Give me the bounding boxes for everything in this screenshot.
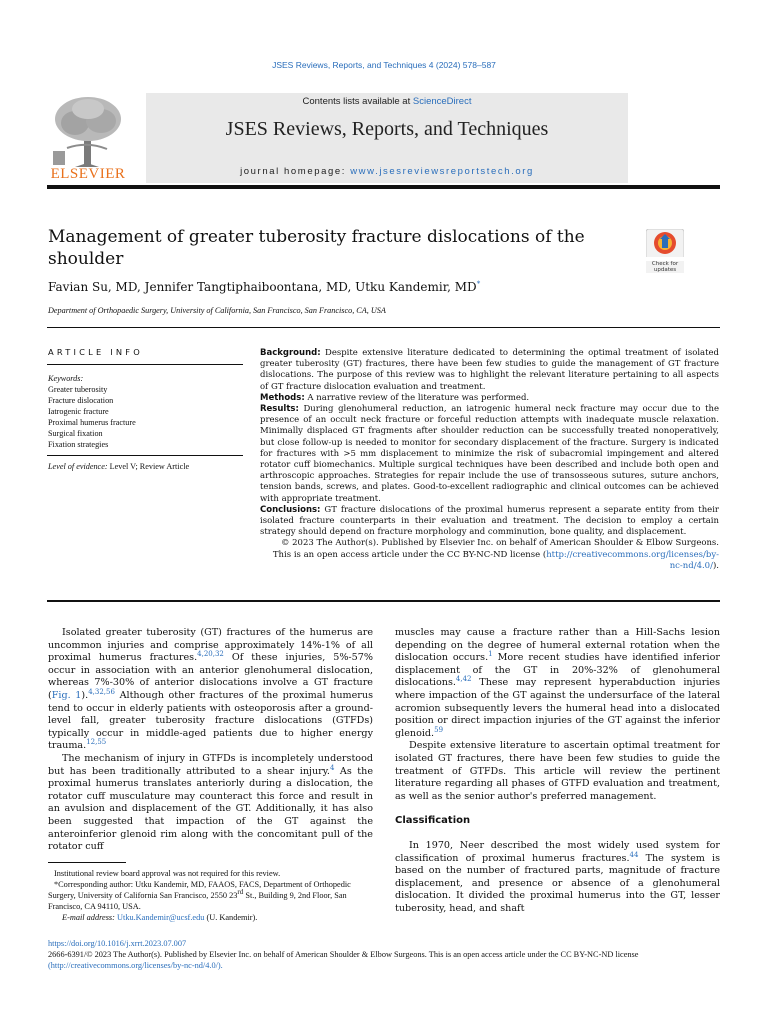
journal-title: JSES Reviews, Reports, and Techniques <box>225 118 549 140</box>
body-column-left <box>48 627 373 854</box>
body-text: Despite extensive literature to ascertain optimal treatment for isolated GT fractures, there have been few studies to guide the treatment of GTFDs. This article will review the pertinent literature regarding all phases of GTFD evaluation and treatment, as well as the senior author's preferred management. <box>395 740 720 802</box>
corresponding-author-mark[interactable]: * <box>476 280 481 288</box>
check-updates-label: Check for updates <box>646 261 684 273</box>
email-suffix: (U. Kandemir). <box>204 913 258 922</box>
doi-block <box>48 939 720 971</box>
irb-note: Institutional review board approval was not required for this review. <box>54 869 281 878</box>
license-link[interactable]: http://creativecommons.org/licenses/by-nc-nd/4.0/ <box>546 549 719 571</box>
homepage-prefix: journal homepage: <box>240 166 351 177</box>
level-of-evidence <box>48 462 189 471</box>
copyright-line-2: This is an open access article under the CC BY-NC-ND license ( <box>272 549 547 560</box>
copyright-end: ). <box>712 560 719 571</box>
license-url-link[interactable]: (http://creativecommons.org/licenses/by-nc-nd/4.0/). <box>48 960 223 970</box>
contents-line <box>146 96 628 107</box>
body-paragraph <box>48 753 373 854</box>
doi-link[interactable]: https://doi.org/10.1016/j.xrrt.2023.07.007 <box>48 939 187 948</box>
background-label: Background: <box>260 348 321 358</box>
methods-label: Methods: <box>260 392 305 403</box>
body-text: As the proximal humerus translates anteriorly during a dislocation, the rotator cuff musculature may counteract this force and result in an avulsion and displacement of the GT. Additionally, it has also been suggested that impaction of the GT against the anteroinferior glenoid rim along with the concomitant pull of the rotator cuff <box>48 765 373 853</box>
reference-link[interactable]: 59 <box>434 725 444 734</box>
header-rule <box>47 185 720 189</box>
body-text: The system is based on the number of fractured parts, magnitude of fracture displacement, and presence or absence of a glenohumeral dislocation. It divided the proximal humerus into the GT, lesser tuberosity, head, and shaft <box>395 852 720 914</box>
reference-link[interactable]: 4,32,56 <box>88 687 115 696</box>
figure-link[interactable]: Fig. 1 <box>51 689 82 701</box>
loe-label: Level of evidence: <box>48 462 108 471</box>
corresponding-text: *Corresponding author: Utku Kandemir, MD, FAAOS, FACS, Department of Orthopedic Surgery, University of California San Francisco, 2550 23 <box>48 880 351 900</box>
methods-text: A narrative review of the literature was performed. <box>304 392 530 403</box>
abstract-background <box>260 348 719 393</box>
body-paragraph <box>395 627 720 740</box>
reference-link[interactable]: 4,20,32 <box>197 650 224 658</box>
corresponding-note <box>48 879 374 912</box>
article-title: Management of greater tuberosity fracture dislocations of the shoulder <box>48 227 585 269</box>
body-text: Of these injuries, 5%-57% occur in association with an anterior glenohumeral dislocation, whereas 7%-30% of anterior dislocations involve a GT fracture ( <box>48 652 374 701</box>
email-label: E-mail address: <box>62 913 115 922</box>
conclusions-text: GT fracture dislocations of the proximal humerus represent a separate entity from their isolated fracture counterparts in their evaluation and treatment. The decision to employ a certain strategy should depend on fracture morphology and comminution, bone quality, and displacement. <box>260 504 719 538</box>
body-column-right <box>395 627 720 915</box>
keyword-item: Proximal humerus fracture <box>48 418 136 427</box>
email-note <box>48 912 374 923</box>
loe-value: Level V; Review Article <box>107 462 190 471</box>
keyword-item: Fracture dislocation <box>48 396 114 405</box>
background-text: Despite extensive literature dedicated to determining the optimal treatment of isolated greater tuberosity (GT) fractures, there have been few studies to guide the management of GT fracture dislocations. The purpose of this review was to highlight the relevant literature pertaining to all aspects of GT fracture dislocation evaluation and treatment. <box>260 348 719 392</box>
elsevier-logo <box>47 93 129 183</box>
body-paragraph <box>395 740 720 803</box>
abstract-results <box>260 404 719 505</box>
abstract-rule <box>47 600 720 602</box>
results-label: Results: <box>260 404 299 415</box>
abstract-methods <box>260 393 719 404</box>
article-info-rule <box>47 364 243 365</box>
corresponding-text: St., Building 9, 2nd Floor, San Francisco, CA 94110, USA. <box>48 891 347 911</box>
publisher-name: ELSEVIER <box>50 166 126 182</box>
results-text: During glenohumeral reduction, an iatrogenic humeral neck fracture may occur due to the presence of an occult neck fracture or forceful reduction attempts with inadequate muscle relaxation. Minimally displaced GT fragments after shoulder reduction can be successfully treated nonoperatively, but close follow-up is needed to monitor for secondary displacement of the fracture. Surgery is indicated for fractures with >5 mm displacement to minimize the risk of subacromial impingement and altered rotator cuff biomechanics. Multiple surgical techniques have been described and include both open and arthroscopic approaches. Strategies for repair include the use of transosseous sutures, suture anchors, tension bands, screws, and plates. Good-to-excellent radiographic and clinical outcomes can be achieved with appropriate treatment. <box>260 404 719 504</box>
keyword-item: Fixation strategies <box>48 440 109 449</box>
abstract-copyright <box>260 538 719 572</box>
abstract-conclusions <box>260 505 719 539</box>
body-paragraph <box>395 840 720 916</box>
body-text: These may represent hyperabduction injuries where impaction of the GT against the undersurface of the lateral acromion subsequently levers the humeral head into a dislocated position or direct impaction injuries of the GT against the inferior glenoid. <box>395 677 720 739</box>
ordinal-suffix: rd <box>237 888 244 897</box>
article-info-heading: ARTICLE INFO <box>48 347 144 357</box>
footnotes <box>48 868 374 923</box>
body-text: ). <box>81 689 89 701</box>
sciencedirect-link[interactable]: ScienceDirect <box>412 96 472 107</box>
check-updates-icon <box>646 229 684 257</box>
homepage-link[interactable]: www.jsesreviewsreportstech.org <box>350 166 534 177</box>
abstract <box>260 348 719 572</box>
contents-prefix: Contents lists available at <box>302 96 413 107</box>
homepage-line <box>146 166 628 177</box>
body-paragraph <box>48 627 373 753</box>
keywords-label: Keywords: <box>48 374 84 383</box>
reference-link[interactable]: 4,42 <box>455 675 472 684</box>
reference-link[interactable]: 44 <box>629 850 639 859</box>
reference-link[interactable]: 4 <box>329 763 335 772</box>
conclusions-label: Conclusions: <box>260 504 321 515</box>
authors-text: Favian Su, MD, Jennifer Tangtiphaiboontana, MD, Utku Kandemir, MD <box>48 280 477 294</box>
keyword-item: Surgical fixation <box>48 429 103 438</box>
journal-citation[interactable]: JSES Reviews, Reports, and Techniques 4 (2024) 578–587 <box>272 60 496 70</box>
body-text: Isolated greater tuberosity (GT) fractures of the humerus are uncommon injuries and comprise approximately 14%-1% of all proximal humerus fractures. <box>48 627 373 664</box>
reference-link[interactable]: 1 <box>488 650 493 658</box>
keywords-block <box>48 373 136 450</box>
affiliation-rule <box>47 327 720 328</box>
license-line: 2666-6391/© 2023 The Author(s). Published by Elsevier Inc. on behalf of American Shoulder & Elbow Surgeons. This is an open access article under the CC BY-NC-ND license <box>48 949 639 959</box>
email-link[interactable]: Utku.Kandemir@ucsf.edu <box>117 913 205 922</box>
author-list <box>48 280 480 294</box>
body-text: Although other fractures of the proximal humerus tend to occur in elderly patients with osteoporosis after a ground-level fall, greater tuberosity fracture dislocations (GTFDs) typically occur in middle-aged patients due to higher energy trauma. <box>48 689 373 752</box>
copyright-line-1: © 2023 The Author(s). Published by Elsevier Inc. on behalf of American Shoulder & Elbow Surgeons. <box>280 538 719 549</box>
keyword-item: Iatrogenic fracture <box>48 407 109 416</box>
section-heading-classification: Classification <box>395 815 471 827</box>
reference-link[interactable]: 12,55 <box>86 738 107 747</box>
footnote-rule <box>48 862 126 863</box>
body-text: The mechanism of injury in GTFDs is incompletely understood but has been traditionally attributed to a shear injury. <box>48 752 373 777</box>
body-text: More recent studies have identified inferior displacement of the GT in 20%-32% of glenohumeral dislocations. <box>395 652 720 689</box>
body-text: In 1970, Neer described the most widely used system for classification of proximal humerus fractures. <box>395 839 720 864</box>
affiliation: Department of Orthopaedic Surgery, University of California, San Francisco, San Francisco, CA, USA <box>48 306 386 315</box>
keyword-item: Greater tuberosity <box>48 385 108 394</box>
check-for-updates-badge[interactable] <box>646 229 684 273</box>
keywords-rule <box>47 455 243 456</box>
body-text: muscles may cause a fracture rather than a Hill-Sachs lesion depending on the degree of humeral external rotation when the dislocation occurs. <box>395 627 720 664</box>
